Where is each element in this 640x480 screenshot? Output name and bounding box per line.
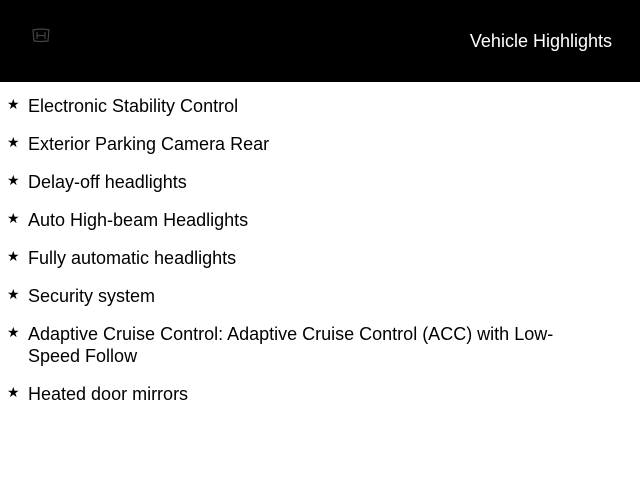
star-icon: ★ [7,248,20,264]
list-item [0,95,640,117]
highlights-list [0,82,640,421]
list-item [0,209,640,231]
highlight-text: Security system [28,286,156,306]
highlight-text: Delay-off headlights [28,172,187,192]
star-icon: ★ [7,96,20,112]
highlight-text: Adaptive Cruise Control: Adaptive Cruise Control (ACC) with Low-Speed Follow [28,324,554,366]
highlight-text: Exterior Parking Camera Rear [28,134,270,154]
star-icon: ★ [7,210,20,226]
list-item [0,323,640,367]
star-icon: ★ [7,286,20,302]
list-item [0,383,640,405]
star-icon: ★ [7,384,20,400]
highlight-text: Auto High-beam Headlights [28,210,249,230]
list-item [0,247,640,269]
highlight-text: Fully automatic headlights [28,248,237,268]
list-item [0,133,640,155]
highlight-text: Heated door mirrors [28,384,189,404]
highlight-text: Electronic Stability Control [28,96,239,116]
page-title: Vehicle Highlights [469,31,612,51]
star-icon: ★ [7,134,20,150]
honda-logo-icon [27,27,55,49]
header-bar [0,0,640,82]
star-icon: ★ [7,324,20,340]
list-item [0,285,640,307]
star-icon: ★ [7,172,20,188]
list-item [0,171,640,193]
